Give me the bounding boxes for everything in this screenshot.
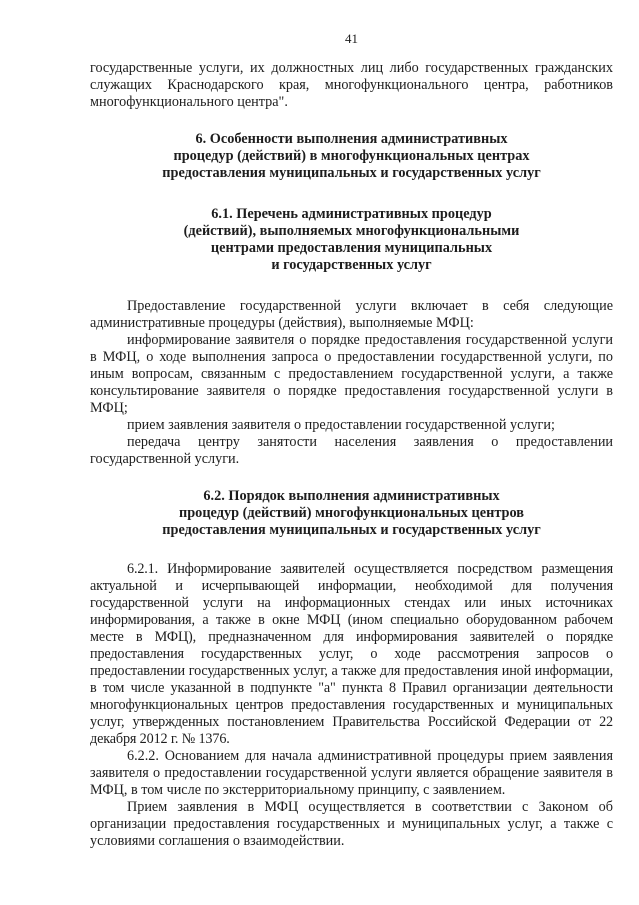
section-6-2-paragraph: 6.2.1. Информирование заявителей осуществляется посредством размещения актуальной и исчерпывающей информации, необходимой для получения государственной услуги на информационных стендах или иных источниках информирования, а также в окне МФЦ (ином специально оборудованном рабочем месте в МФЦ), предназначенном для информирования заявителей о порядке предоставления государственных услуг, о ходе рассмотрения запросов о предоставлении государственных услуг, а также для предоставления иной информации, в том числе указанной в подпункте "а" пункта 8 Правил организации деятельности многофункциональных центров предоставления государственных и муниципальных услуг, утвержденных постановлением Правительства Российской Федерации от 22 декабря 2012 г. № 1376. <box>90 561 613 747</box>
section-6-1-heading <box>90 206 613 274</box>
section-6-1-heading-line: 6.1. Перечень административных процедур <box>211 206 492 222</box>
section-6-1-paragraph: Предоставление государственной услуги включает в себя следующие административные процедуры (действия), выполняемые МФЦ: <box>90 298 613 331</box>
section-6-1-heading-line: и государственных услуг <box>271 257 432 273</box>
section-6-2-heading-line: процедур (действий) многофункциональных центров <box>178 505 524 521</box>
section-6-heading-line: предоставления муниципальных и государственных услуг <box>162 165 541 181</box>
section-6-1-paragraph: передача центру занятости населения заявления о предоставлении государственной услуги. <box>90 434 613 467</box>
section-6-1-heading-line: (действий), выполняемых многофункциональными <box>183 223 520 239</box>
section-6-2-heading-line: 6.2. Порядок выполнения административных <box>203 488 500 504</box>
section-6-heading-line: процедур (действий) в многофункциональных центрах <box>173 148 530 164</box>
section-6-2-heading <box>90 488 613 539</box>
section-6-1-heading-line: центрами предоставления муниципальных <box>210 240 493 256</box>
page-number: 41 <box>345 31 358 46</box>
section-6-1-paragraph: информирование заявителя о порядке предоставления государственной услуги в МФЦ, о ходе выполнения запроса о предоставлении государственной услуги, по иным вопросам, связанным с предоставлением государственной услуги, а также консультирование заявителя о порядке предоставления государственной услуги в МФЦ; <box>90 332 613 416</box>
section-6-1-paragraph: прием заявления заявителя о предоставлении государственной услуги; <box>127 417 555 433</box>
section-6-heading <box>90 131 613 182</box>
section-6-2-paragraph: 6.2.2. Основанием для начала административной процедуры прием заявления заявителя о предоставлении государственной услуги является обращение заявителя в МФЦ, в том числе по экстерриториальному принципу, с заявлением. <box>90 748 613 798</box>
continuation-paragraph: государственные услуги, их должностных лиц либо государственных гражданских служащих Краснодарского края, многофункционального центра, работников многофункционального центра". <box>90 60 613 110</box>
section-6-2-paragraph: Прием заявления в МФЦ осуществляется в соответствии с Законом об организации предоставления государственных и муниципальных услуг, а также с условиями соглашения о взаимодействии. <box>90 799 613 849</box>
section-6-heading-line: 6. Особенности выполнения административных <box>195 131 508 147</box>
section-6-2-heading-line: предоставления муниципальных и государственных услуг <box>162 522 541 538</box>
